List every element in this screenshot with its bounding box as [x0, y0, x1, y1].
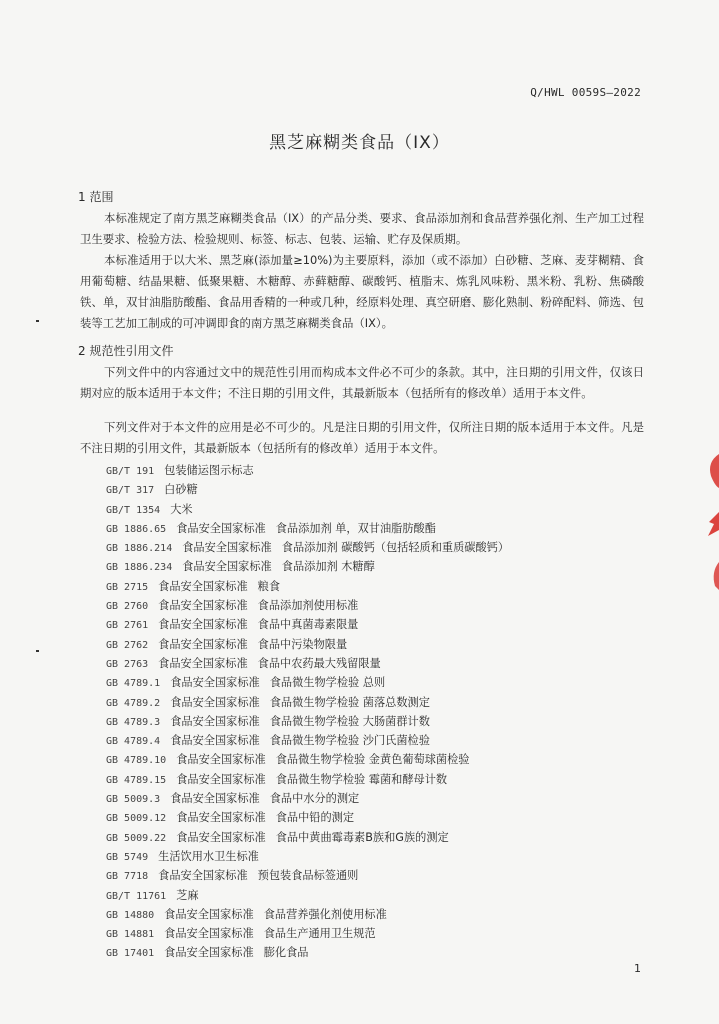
- reference-item: [106, 519, 509, 538]
- reference-item: [106, 673, 509, 692]
- reference-item: [106, 828, 509, 847]
- reference-subtitle: 食品中污染物限量: [257, 637, 348, 651]
- reference-item: [106, 577, 509, 596]
- reference-code: GB 4789.3: [106, 716, 161, 728]
- reference-subtitle: 食品生产通用卫生规范: [263, 927, 376, 941]
- reference-item: [106, 847, 509, 866]
- reference-item: [106, 635, 509, 654]
- reference-subtitle: 食品添加剂 木糖醇: [281, 560, 375, 574]
- reference-code: GB 4789.2: [106, 697, 161, 709]
- reference-subtitle: 食品微生物学检验 菌落总数测定: [269, 695, 430, 709]
- reference-item: [106, 538, 509, 557]
- reference-title: 食品安全国家标准: [158, 618, 248, 632]
- reference-item: [106, 905, 509, 924]
- reference-item: [106, 731, 509, 750]
- reference-subtitle: 食品营养强化剂使用标准: [263, 907, 387, 921]
- normative-reference-list: [106, 461, 509, 963]
- reference-code: GB/T 11761: [106, 890, 167, 902]
- reference-title: 食品安全国家标准: [158, 599, 248, 613]
- reference-title: 食品安全国家标准: [170, 695, 260, 709]
- reference-subtitle: 食品添加剂 碳酸钙（包括轻质和重质碳酸钙）: [281, 541, 510, 555]
- section-2-paragraph-2: 下列文件对于本文件的应用是必不可少的。凡是注日期的引用文件，仅所注日期的版本适用于本文件。凡是不注日期的引用文件，其最新版本（包括所有的修改单）适用于本文件。: [80, 420, 644, 455]
- reference-item: [106, 886, 509, 905]
- page-number: 1: [634, 962, 641, 975]
- reference-item: [106, 615, 509, 634]
- reference-item: [106, 461, 509, 480]
- standard-code: Q/HWL 0059S—2022: [530, 86, 641, 99]
- section-1-heading: 1 范围: [78, 190, 114, 204]
- reference-subtitle: 预包装食品标签通则: [257, 869, 359, 883]
- page-title: 黑芝麻糊类食品（IX）: [269, 133, 450, 153]
- reference-item: [106, 789, 509, 808]
- reference-title: 食品安全国家标准: [170, 734, 260, 748]
- reference-code: GB 4789.4: [106, 736, 161, 748]
- reference-title: 食品安全国家标准: [158, 869, 248, 883]
- reference-subtitle: 粮食: [257, 579, 281, 593]
- reference-code: GB 5009.3: [106, 794, 161, 806]
- reference-title: 食品安全国家标准: [170, 714, 260, 728]
- reference-item: [106, 654, 509, 673]
- reference-subtitle: 食品微生物学检验 大肠菌群计数: [269, 714, 430, 728]
- reference-item: [106, 943, 509, 962]
- reference-title: 白砂糖: [164, 483, 198, 497]
- reference-code: GB 2715: [106, 581, 149, 593]
- reference-code: GB 4789.15: [106, 774, 167, 786]
- reference-title: 食品安全国家标准: [182, 541, 272, 555]
- reference-subtitle: 食品微生物学检验 沙门氏菌检验: [269, 734, 430, 748]
- reference-subtitle: 食品中黄曲霉毒素B族和G族的测定: [275, 830, 449, 844]
- reference-title: 食品安全国家标准: [182, 560, 272, 574]
- reference-code: GB 4789.1: [106, 678, 161, 690]
- margin-mark: [36, 320, 39, 322]
- reference-code: GB 17401: [106, 948, 155, 960]
- reference-code: GB 2763: [106, 658, 149, 670]
- reference-code: GB/T 1354: [106, 504, 161, 516]
- reference-title: 生活饮用水卫生标准: [158, 849, 259, 863]
- reference-subtitle: 食品微生物学检验 总则: [269, 676, 386, 690]
- reference-code: GB/T 317: [106, 485, 155, 497]
- reference-code: GB 1886.214: [106, 543, 173, 555]
- seal-stamp-fragment: [705, 452, 719, 592]
- reference-item: [106, 924, 509, 943]
- reference-item: [106, 770, 509, 789]
- section-1-paragraph-2: 本标准适用于以大米、黑芝麻(添加量≥10%)为主要原料，添加（或不添加）白砂糖、芝麻、麦芽糊精、食用葡萄糖、结晶果糖、低聚果糖、木糖醇、赤藓糖醇、碳酸钙、植脂末、炼乳风味粉、黑米粉、乳粉、焦磷酸铁、单，双甘油脂肪酸酯、食品用香精的一种或几种，经原料处理、真空研磨、膨化熟制、粉碎配料、筛选、包装等工艺加工制成的可冲调即食的南方黑芝麻糊类食品（IX）。: [80, 253, 644, 330]
- reference-code: GB 5749: [106, 851, 149, 863]
- reference-subtitle: 食品微生物学检验 金黄色葡萄球菌检验: [275, 753, 470, 767]
- reference-title: 大米: [170, 502, 193, 516]
- reference-code: GB 14881: [106, 929, 155, 941]
- reference-subtitle: 食品中农药最大残留限量: [257, 656, 381, 670]
- reference-subtitle: 食品添加剂使用标准: [257, 599, 359, 613]
- reference-subtitle: 食品添加剂 单，双甘油脂肪酸酯: [275, 521, 436, 535]
- reference-item: [106, 866, 509, 885]
- reference-title: 食品安全国家标准: [176, 830, 266, 844]
- reference-title: 食品安全国家标准: [164, 907, 254, 921]
- reference-code: GB 5009.12: [106, 813, 167, 825]
- reference-item: [106, 808, 509, 827]
- reference-title: 食品安全国家标准: [164, 946, 254, 960]
- reference-item: [106, 557, 509, 576]
- reference-title: 芝麻: [176, 888, 199, 902]
- reference-title: 食品安全国家标准: [158, 656, 248, 670]
- reference-item: [106, 480, 509, 499]
- reference-item: [106, 596, 509, 615]
- reference-code: GB 2762: [106, 639, 149, 651]
- reference-title: 食品安全国家标准: [176, 811, 266, 825]
- reference-subtitle: 食品中铅的测定: [275, 811, 355, 825]
- reference-title: 包装储运图示标志: [164, 464, 254, 477]
- reference-code: GB 7718: [106, 871, 149, 883]
- margin-mark: [36, 650, 39, 652]
- reference-subtitle: 食品微生物学检验 霉菌和酵母计数: [275, 772, 448, 786]
- reference-title: 食品安全国家标准: [176, 772, 266, 786]
- reference-title: 食品安全国家标准: [164, 927, 254, 941]
- reference-code: GB 5009.22: [106, 832, 167, 844]
- section-2-heading: 2 规范性引用文件: [78, 344, 174, 358]
- reference-code: GB 2760: [106, 601, 149, 613]
- reference-title: 食品安全国家标准: [176, 753, 266, 767]
- reference-item: [106, 750, 509, 769]
- reference-item: [106, 693, 509, 712]
- section-2-paragraph-1: 下列文件中的内容通过文中的规范性引用而构成本文件必不可少的条款。其中，注日期的引用文件，仅该日期对应的版本适用于本文件；不注日期的引用文件，其最新版本（包括所有的修改单）适用于本文件。: [80, 365, 644, 400]
- reference-code: GB 1886.234: [106, 562, 173, 574]
- reference-title: 食品安全国家标准: [176, 521, 266, 535]
- reference-code: GB/T 191: [106, 466, 155, 477]
- reference-code: GB 14880: [106, 909, 155, 921]
- reference-code: GB 2761: [106, 620, 149, 632]
- reference-title: 食品安全国家标准: [170, 676, 260, 690]
- section-1-paragraph-1: 本标准规定了南方黑芝麻糊类食品（IX）的产品分类、要求、食品添加剂和食品营养强化剂、生产加工过程卫生要求、检验方法、检验规则、标签、标志、包装、运输、贮存及保质期。: [80, 211, 644, 246]
- reference-code: GB 4789.10: [106, 755, 167, 767]
- reference-item: [106, 500, 509, 519]
- reference-item: [106, 712, 509, 731]
- reference-subtitle: 食品中水分的测定: [269, 792, 360, 806]
- reference-code: GB 1886.65: [106, 523, 167, 535]
- reference-title: 食品安全国家标准: [158, 637, 248, 651]
- reference-title: 食品安全国家标准: [158, 579, 248, 593]
- reference-subtitle: 食品中真菌毒素限量: [257, 618, 359, 632]
- reference-title: 食品安全国家标准: [170, 792, 260, 806]
- reference-subtitle: 膨化食品: [263, 946, 309, 960]
